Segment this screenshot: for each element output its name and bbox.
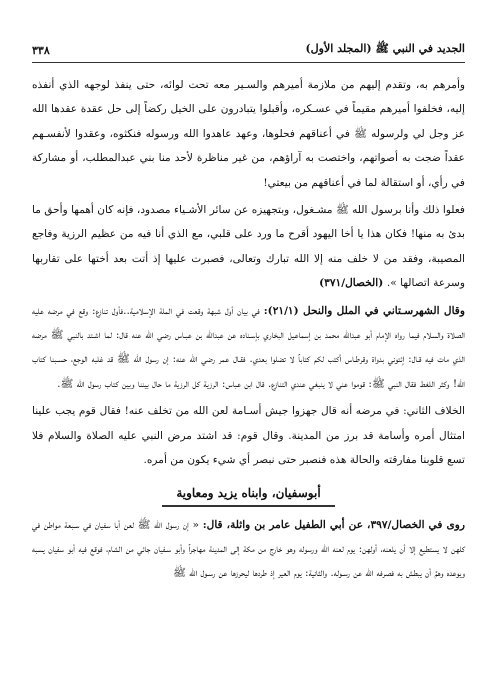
page-number: ٣٣٨ <box>32 43 50 57</box>
page-header <box>32 40 465 60</box>
header-rule <box>32 62 465 63</box>
paragraph-4: الخلاف الثاني: في مرضه أنه قال جهزوا جيش أسـامة لعن الله من تخلف عنه! فقال قوم يجب علينا امتثال أمره وأسامة قد برز من المدينة. وقال قوم: قد اشتد مرض النبي عليه الصلاة والسلام فلا تسع قلوبنا مفارقته والحالة هذه فنصبر حتى نبصر أي شيء يكون من أمره. <box>32 405 465 467</box>
section-heading-wrap <box>32 481 465 507</box>
paragraph-1: وأمرهم به، وتقدم إليهم من ملازمة أميرهم والسـير معه تحت لوائه، حتى ينفذ لوجهه الذي أنفذه إليه، فخلفوا أميرهم مقيماً في عسـكره، وأقبلوا يتبادرون على الخيل ركضاً إلى حل عقدة عقدها الله عز وجل لي ولرسوله ﷺ في أعناقهم فحلوها، وعهد عاهدوا الله ورسوله فنكثوه، وعقدوا لأنفسـهم عقداً ضجت به أصواتهم، واختصت به آراؤهم، من غير مناظرة لأحد منا بني عبدالمطلب، أو مشاركة في رأي، أو استقالة لما في أعناقهم من بيعتي! <box>32 79 465 189</box>
paragraph-2-ref: (الخصال/٣٧١) <box>319 277 387 290</box>
paragraph-3 <box>32 299 465 397</box>
paragraph-2-text: فعلوا ذلك وأنا برسول الله ﷺ مشـغول، وبتجهيزه عن سائر الأشـياء مصدود، فإنه كان أهمها وأحق ما بدئ به منها! فكان هذا يا أخا اليهود أقرح ما ورد على قلبي، مع الذي أنا فيه من عظيم الرزية وفاجع المصيبة، وفقد من لا خلف منه إلا الله تبارك وتعالى، فصبرت عليها إذ أتت بعد أختها على تقاربها وسرعة اتصالها ». <box>32 204 465 290</box>
header-title: الجديد في النبي ﷺ (المجلد الأول) <box>305 42 465 55</box>
paragraph-5-text: « إن رسول الله ﷺ لعن أبا سفيان في سـبعة مواطن في كلهن لا يستطيع إلا أن يلعنه، أولهن: يوم لعنه الله ورسوله وهو خارج من مكة إلى المدينة مهاجراً وأبو سـفيان جائي من الشام، فوقع فيه أبو سفيان يسبه ويوعده وهمَّ أن يبطش به فصرفه الله عن رسـوله. والثانية: يوم العير إذ طردها ليحرزها عن رسـول الله ﷺ <box>32 518 465 580</box>
paragraph-5 <box>32 513 465 586</box>
paragraph-2 <box>32 198 465 296</box>
paragraph-5-lead: روى في الخصال/٣٩٧، عن أبي الطفيل عامر بن واثلة، قال: <box>202 518 466 531</box>
paragraph-3-text: في بيان أول شبهة وقعت في الملة الإسلامية..فأول تنازع: وقع في مرضه عليه الصلاة والسلام فيما رواه الإمام أبو عبدالله محمد بن إسماعيل البخاري بإسـناده عن عبدالله بن عبـاس رضي الله عنه قال: لما اشـتد بالنبي ﷺ مرضه الذي مات فيه قـال: إئتوني بدواة وقرطـاس أكتب لكم كتاباً لا تضلوا بعدي. فقـال عمر رضي الله عنه: إن رسول الله ﷺ قد غلبه الوجع، حسـبنا كتاب الله! وكثر اللغط فقال النبي ﷺ: قوموا عني لا ينبغي عندي التنازع. قال ابن عباس: الرزية كل الرزية ما حال بيننا وبين كتاب رسول الله ﷺ. <box>32 304 465 390</box>
section-heading: أبوسفيان، وابناه يزيد ومعاوية <box>162 481 334 507</box>
page-body <box>32 73 465 589</box>
paragraph-3-lead: وقال الشهرسـتاني في الملل والنحل (٢١/١): <box>263 304 465 317</box>
